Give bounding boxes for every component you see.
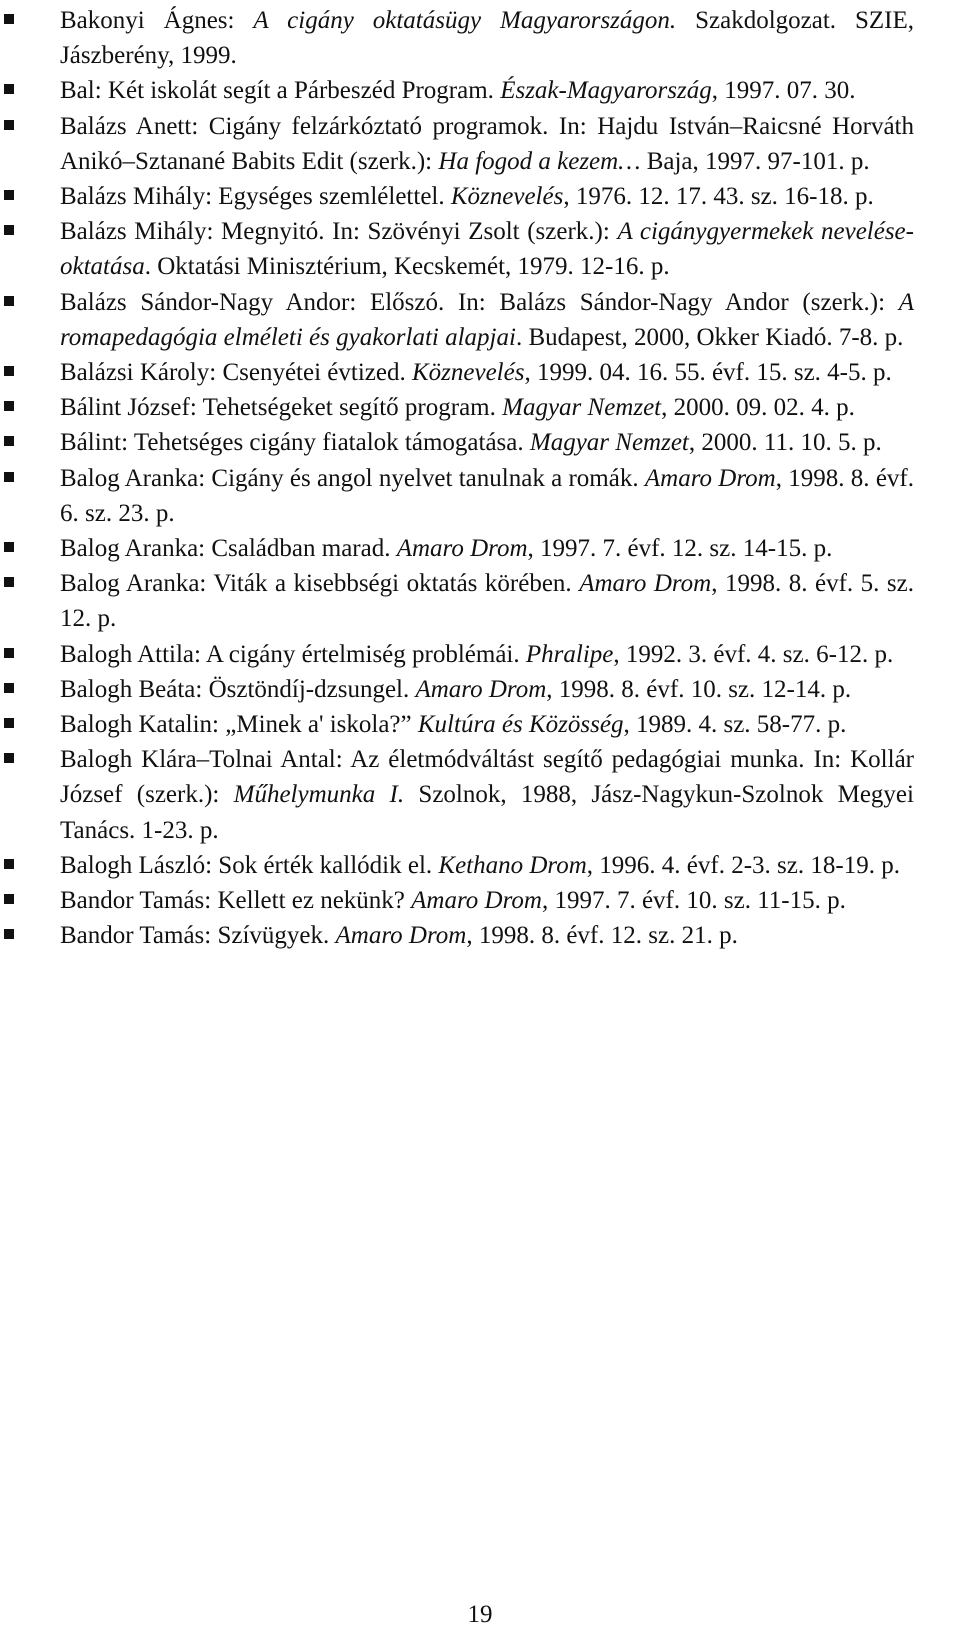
bibliography-entry [0, 285, 960, 355]
entry-text: , 1998. 8. évf. 10. sz. 12-14. p. [546, 675, 852, 703]
bibliography-entry [0, 109, 960, 179]
bibliography-entry [0, 566, 960, 636]
entry-title-italic: Amaro Drom [396, 535, 528, 563]
entry-title-italic: Kultúra és Közösség [417, 711, 624, 739]
bibliography-entry [0, 461, 960, 531]
entry-text: Balázs Sándor-Nagy Andor: Előszó. In: Balázs Sándor-Nagy Andor (szerk.): [60, 288, 899, 316]
square-bullet-icon [4, 472, 14, 482]
entry-title-italic: Köznevelés [450, 183, 564, 211]
bibliography-entry [0, 707, 960, 742]
bibliography-entry [0, 742, 960, 848]
entry-text: Bálint József: Tehetségeket segítő program. [60, 394, 503, 422]
entry-text: Balogh Klára–Tolnai Antal: Az életmódváltást segítő pedagógiai munka. In: Kollár József (szerk.): [60, 746, 914, 809]
entry-text: Balázs Anett: Cigány felzárkóztató programok. In: Hajdu István–Raicsné Horváth Anikó–Sztanané Babits Edit (szerk.): [60, 112, 914, 175]
entry-text: , 1976. 12. 17. 43. sz. 16-18. p. [563, 183, 874, 211]
entry-title-italic: Amaro Drom [415, 675, 547, 703]
square-bullet-icon [4, 683, 14, 693]
entry-text: Balog Aranka: Cigány és angol nyelvet tanulnak a romák. [60, 464, 645, 492]
entry-text: , 1998. 8. évf. 6. sz. 23. p. [60, 464, 914, 527]
bibliography-entry [0, 3, 960, 73]
entry-text: Szakdolgozat. SZIE, Jászberény, 1999. [60, 7, 914, 70]
bibliography-entry [0, 918, 960, 953]
square-bullet-icon [4, 718, 14, 728]
entry-text: . Budapest, 2000, Okker Kiadó. 7-8. p. [515, 323, 904, 351]
entry-text: Balogh László: Sok érték kallódik el. [60, 851, 439, 879]
square-bullet-icon [4, 577, 14, 587]
square-bullet-icon [4, 929, 14, 939]
entry-title-italic: Köznevelés [411, 359, 525, 387]
entry-text: Balogh Katalin: „Minek a' iskola?” [60, 711, 418, 739]
bibliography-entry [0, 425, 960, 460]
entry-title-italic: Ha fogod a kezem… [438, 147, 641, 175]
square-bullet-icon [4, 436, 14, 446]
bibliography-entry [0, 672, 960, 707]
entry-text: , 1989. 4. sz. 58-77. p. [623, 711, 847, 739]
entry-title-italic: Műhelymunka I. [233, 781, 405, 809]
square-bullet-icon [4, 648, 14, 658]
square-bullet-icon [4, 14, 14, 24]
entry-text: , 2000. 11. 10. 5. p. [688, 429, 882, 457]
bibliography-entry [0, 179, 960, 214]
bibliography-entry [0, 73, 960, 108]
square-bullet-icon [4, 296, 14, 306]
entry-text: , 1992. 3. évf. 4. sz. 6-12. p. [613, 640, 894, 668]
bibliography-entry [0, 355, 960, 390]
entry-text: Bal: Két iskolát segít a Párbeszéd Program. [60, 77, 501, 105]
square-bullet-icon [4, 894, 14, 904]
entry-text: , 1997. 07. 30. [711, 77, 856, 105]
entry-text: . Oktatási Minisztérium, Kecskemét, 1979. 12-16. p. [144, 253, 670, 281]
entry-title-italic: Magyar Nemzet [529, 429, 689, 457]
square-bullet-icon [4, 542, 14, 552]
square-bullet-icon [4, 225, 14, 235]
entry-text: , 1997. 7. évf. 12. sz. 14-15. p. [527, 535, 833, 563]
bibliography-entry [0, 531, 960, 566]
entry-title-italic: Amaro Drom [644, 464, 776, 492]
entry-title-italic: A romapedagógia elméleti és gyakorlati alapjai [60, 288, 914, 351]
square-bullet-icon [4, 753, 14, 763]
entry-title-italic: A cigány oktatásügy Magyarországon. [253, 7, 677, 34]
bibliography-entry [0, 883, 960, 918]
entry-text: , 2000. 09. 02. 4. p. [661, 394, 855, 422]
page-number: 19 [467, 1601, 493, 1628]
entry-text: , 1998. 8. évf. 12. sz. 21. p. [466, 922, 738, 950]
entry-text: , 1999. 04. 16. 55. évf. 15. sz. 4-5. p. [524, 359, 892, 387]
square-bullet-icon [4, 120, 14, 130]
entry-text: Baja, 1997. 97-101. p. [640, 147, 870, 175]
entry-title-italic: A cigánygyermekek nevelése-oktatása [60, 218, 914, 281]
bibliography-entry [0, 390, 960, 425]
entry-title-italic: Észak-Magyarország [500, 77, 712, 105]
entry-text: Bálint: Tehetséges cigány fiatalok támogatása. [60, 429, 530, 457]
entry-text: Bakonyi Ágnes: [60, 7, 254, 34]
entry-text: Balázsi Károly: Csenyétei évtized. [60, 359, 412, 387]
bibliography-entry [0, 848, 960, 883]
entry-text: Balog Aranka: Viták a kisebbségi oktatás körében. [60, 570, 580, 598]
bibliography-list [0, 3, 960, 953]
entry-text: Balázs Mihály: Megnyitó. In: Szövényi Zsolt (szerk.): [60, 218, 618, 246]
bibliography-entry [0, 637, 960, 672]
square-bullet-icon [4, 366, 14, 376]
entry-text: Balogh Beáta: Ösztöndíj-dzsungel. [60, 675, 416, 703]
entry-text: Bandor Tamás: Kellett ez nekünk? [60, 887, 412, 915]
entry-title-italic: Amaro Drom [579, 570, 712, 598]
entry-title-italic: Amaro Drom [411, 887, 542, 915]
square-bullet-icon [4, 190, 14, 200]
entry-title-italic: Phralipe [525, 640, 614, 668]
entry-text: Bandor Tamás: Szívügyek. [60, 922, 336, 950]
entry-text: Balog Aranka: Családban marad. [60, 535, 397, 563]
entry-text: Szolnok, 1988, Jász-Nagykun-Szolnok Megyei Tanács. 1-23. p. [60, 781, 914, 844]
entry-title-italic: Kethano Drom [438, 851, 587, 879]
entry-text: Balázs Mihály: Egységes szemlélettel. [60, 183, 451, 211]
entry-title-italic: Magyar Nemzet [502, 394, 662, 422]
entry-text: , 1996. 4. évf. 2-3. sz. 18-19. p. [586, 851, 900, 879]
entry-text: , 1998. 8. évf. 5. sz. 12. p. [60, 570, 914, 633]
entry-text: , 1997. 7. évf. 10. sz. 11-15. p. [541, 887, 846, 915]
entry-title-italic: Amaro Drom [335, 922, 467, 950]
square-bullet-icon [4, 401, 14, 411]
square-bullet-icon [4, 84, 14, 94]
bibliography-entry [0, 214, 960, 284]
square-bullet-icon [4, 859, 14, 869]
entry-text: Balogh Attila: A cigány értelmiség problémái. [60, 640, 526, 668]
